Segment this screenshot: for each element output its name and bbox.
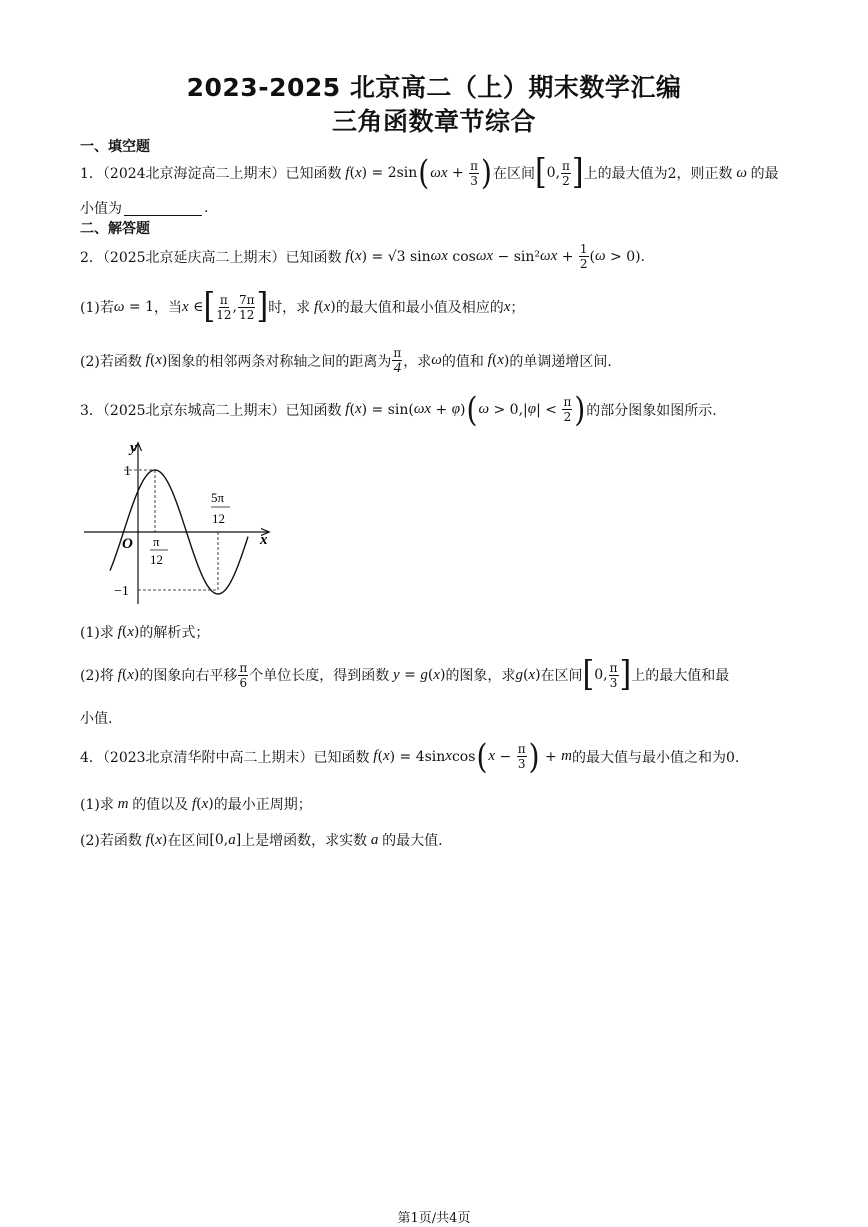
q2-part2: (2)若函数 f ( x ) 图象的相邻两条对称轴之间的距离为 $\frac{\pi}{4}$ ，求 ω 的值和 f ( x ) 的单调递增区间. [80, 346, 612, 376]
q1-line2: 小值为 . [80, 200, 209, 217]
x-tick2-num: 5π [211, 490, 225, 505]
q3-tail: 的部分图象如图所示. [586, 402, 717, 419]
doc-title-line2: 三角函数章节综合 [331, 107, 536, 136]
q2-p2-c: ，求 [403, 353, 432, 370]
x-tick1-num: π [153, 534, 160, 549]
y-min-label: −1 [114, 584, 129, 599]
q2-line1: 2．（2025北京延庆高二上期末）已知函数 f ( x ) = √3 sin ωx cos ωx − sin² ωx + $\frac{1}{2}$ ( ω > 0). [80, 242, 646, 271]
q4-p2-c: 上是增函数，求实数 [241, 833, 368, 849]
q3-p2-c: 个单位长度，得到函数 [249, 668, 390, 684]
q3-part2-line2 [80, 708, 112, 728]
q3-p2-a: (2)将 [80, 668, 114, 684]
q1-mid2: 上的最大值为2，则正数 [583, 166, 733, 182]
q3-p2-d: 的图象，求 [445, 668, 516, 684]
q4-line1: 4．（2023北京清华附中高二上期末）已知函数 f ( x ) = 4sin x cos ( x − $\frac{\pi}{3}$ ) + m 的最大值与最小值之和为0. [80, 736, 740, 776]
q4-part2: (2)若函数 f ( x ) 在区间 [0, a ] 上是增函数，求实数 a 的最大值. [80, 831, 443, 849]
q4-p2-b: 在区间 [167, 833, 210, 849]
q3-prefix: 3．（2025北京东城高二上期末）已知函数 [80, 402, 342, 419]
q2-p1-c: 时，求 [268, 300, 311, 316]
q3-p1-b: 的解析式； [139, 625, 210, 641]
page-footer: 第1页/共4页 [397, 1211, 471, 1226]
q4-p2-d: 的最大值. [382, 833, 443, 849]
q3-p2-e: 在区间 [540, 668, 583, 684]
q2-p2-a: (2)若函数 [80, 353, 142, 370]
q2-prefix: 2．（2025北京延庆高二上期末）已知函数 [80, 249, 342, 266]
q4-part1: (1)求 m 的值以及 f ( x ) 的最小正周期； [80, 795, 312, 813]
q3-p2-line2: 小值. [80, 711, 113, 727]
q2-part1: (1)若 ω = 1 ，当 x ∈ [ $\frac{\pi}{12}$ , $\frac{7\pi}{12}$ ] 时，求 f ( x ) 的最大值和最小值及相应的 x ； [80, 286, 525, 327]
x-tick1-den: 12 [150, 552, 163, 567]
q4-p2-a: (2)若函数 [80, 833, 142, 849]
q3-p2-b: 的图象向右平移 [139, 668, 238, 684]
answer-blank[interactable] [124, 201, 202, 216]
q2-p1-e: ； [510, 300, 525, 316]
q3-line1: 3．（2025北京东城高二上期末）已知函数 f ( x ) = sin( ωx + φ ) ( ω > 0,| φ | < $\frac{\pi}{2}$ ) 的部分图象如图所示. [80, 389, 717, 429]
q4-tail: 的最大值与最小值之和为0. [572, 749, 740, 766]
q4-p1-a: (1)求 [80, 797, 114, 813]
y-axis-label: y [130, 440, 137, 456]
sine-graph [80, 432, 280, 607]
x-tick2-den: 12 [212, 511, 225, 526]
q2-p2-e: 的单调递增区间. [509, 353, 612, 370]
section-answer: 二、解答题 [80, 221, 150, 237]
q4-prefix: 4．（2023北京清华附中高二上期末）已知函数 [80, 749, 370, 766]
y-max-label: 1 [124, 464, 131, 479]
q1-line2-text: 小值为 [80, 201, 122, 217]
q1-prefix: 1．（2024北京海淀高二上期末）已知函数 [80, 166, 342, 182]
x-axis-label: x [260, 532, 268, 548]
q1-mid1: 在区间 [492, 166, 535, 182]
doc-title-line1: 2023-2025 北京高二（上）期末数学汇编 [186, 73, 682, 102]
q2-p1-b: ，当 [153, 300, 182, 316]
q3-p1-a: (1)求 [80, 625, 114, 641]
q3-part1: (1)求 f ( x ) 的解析式； [80, 623, 210, 641]
q2-p1-a: (1)若 [80, 300, 114, 316]
q3-p2-f: 上的最大值和最 [631, 668, 730, 684]
q1-tail: 的最 [750, 166, 779, 182]
q4-p1-b: 的值以及 [132, 797, 189, 813]
q1-line1: 1．（2024北京海淀高二上期末）已知函数 f ( x ) = 2sin ( ωx + $\frac{\pi}{3}$ ) 在区间 [ 0, $\frac{\pi}{2}$ ] 上的最大值为2，则正数 ω 的最 [80, 152, 779, 193]
section-fill-blank: 一、填空题 [80, 139, 150, 155]
q3-part2: (2)将 f ( x ) 的图象向右平移 $\frac{\pi}{6}$ 个单位长度，得到函数 y = g ( x ) 的图象，求 g ( x ) 在区间 [ 0, $\frac{\pi}{3}$ ] 上的最大值和最 [80, 654, 730, 695]
q2-p2-b: 图象的相邻两条对称轴之间的距离为 [167, 353, 392, 370]
q4-p1-c: 的最小正周期； [213, 797, 312, 813]
q2-p2-d: 的值和 [441, 353, 484, 370]
origin-label: O [122, 536, 133, 552]
q2-p1-d: 的最大值和最小值及相应的 [335, 300, 504, 316]
